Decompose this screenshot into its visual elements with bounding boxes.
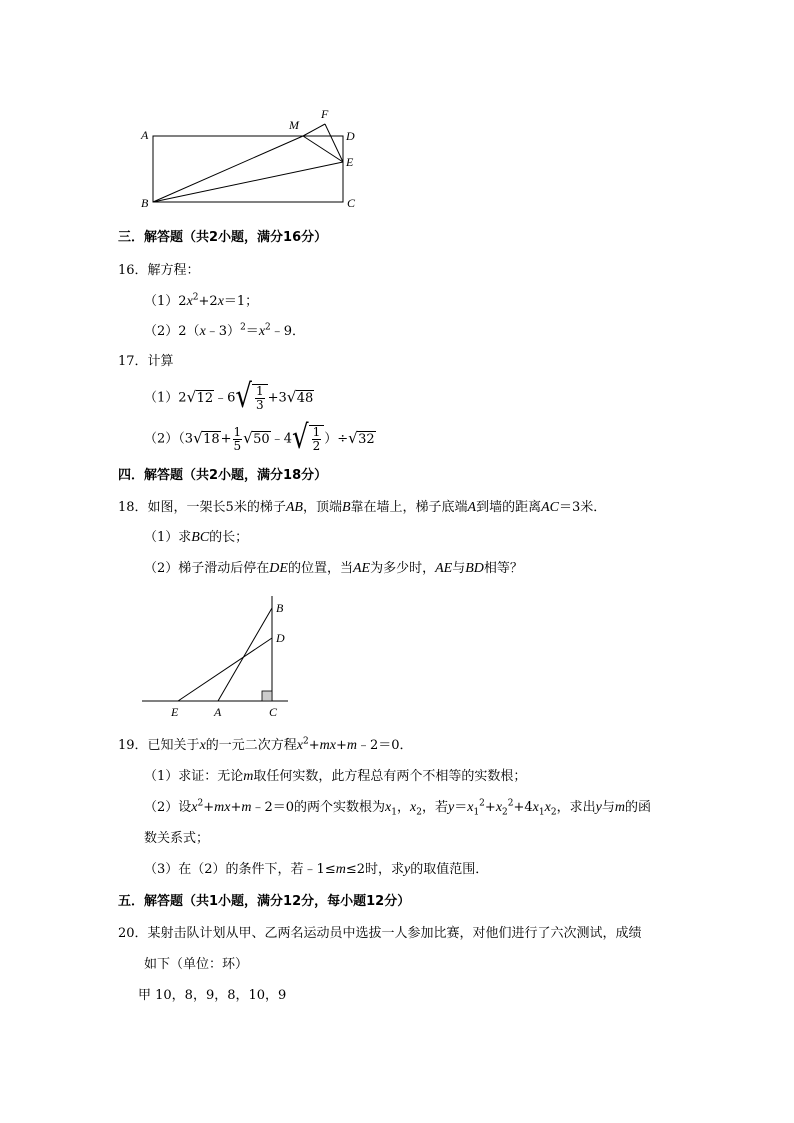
label-f: F — [321, 107, 329, 121]
q17-part-1: （1）2√ 12﹣6 √ $\frac{1}{3}$ +3√ 48 — [144, 384, 314, 412]
q19-part-2: （2）设$x^2+mx+m﹣2=0$的两个实数根为$x_1$，$x_2$，若$y=x_1^2+x_2^2+4x_1x_2$，求出y与m的函 — [144, 798, 651, 818]
question-16 — [118, 262, 200, 280]
section-4-heading: 四．解答题（共2小题，满分18分） — [118, 468, 328, 483]
q19-part-2-cont: 数关系式； — [144, 831, 210, 846]
q20-row-jia: 甲 10，8，9，8，10，9 — [138, 988, 287, 1003]
segment-be — [153, 162, 343, 202]
section-3-heading: 三．解答题（共2小题，满分16分） — [118, 230, 328, 245]
label-b: B — [276, 601, 284, 615]
label-a: A — [141, 128, 149, 142]
section-5-heading: 五．解答题（共1小题，满分12分，每小题12分） — [118, 894, 411, 909]
question-title: 解方程： — [147, 263, 200, 278]
label-d: D — [276, 631, 285, 645]
question-19: 19．已知关于x的一元二次方程$x^2+mx+m﹣2=0$． — [118, 736, 413, 753]
question-18: 18．如图，一架长5米的梯子AB，顶端B靠在墙上，梯子底端A到墙的距离AC＝3米． — [118, 500, 607, 515]
label-e: E — [171, 705, 179, 719]
ladder-ab — [218, 608, 272, 701]
question-20: 20．某射击队计划从甲、乙两名运动员中选拔一人参加比赛，对他们进行了六次测试，成绩 — [118, 926, 642, 941]
ladder-de — [178, 638, 272, 701]
figure-rectangle-fold — [135, 102, 365, 214]
q18-part-1: （1）求BC的长； — [144, 530, 249, 545]
q20-text-cont: 如下（单位：环） — [144, 957, 249, 972]
q19-part-3: （3）在（2）的条件下，若﹣1≤m≤2时，求y的取值范围． — [144, 862, 489, 877]
q19-part-1: （1）求证：无论m取任何实数，此方程总有两个不相等的实数根； — [144, 769, 527, 784]
figure-ladder — [138, 592, 298, 720]
q17-part-2: （2）（3√ 18+ $\frac{1}{5}$ √ 50﹣4 √ $\frac{1}{2}$ ）÷√ 32 — [144, 425, 376, 453]
label-c: C — [347, 196, 356, 210]
segment-bm — [153, 136, 303, 202]
question-17: 17．计算 — [118, 354, 174, 369]
question-number: 16． — [118, 263, 148, 278]
q16-part-1: $(1)2x^2+2x=1$； — [144, 292, 259, 309]
label-a: A — [214, 705, 222, 719]
q16-part-2: $(2)2(x﹣3)^2=x^2﹣9$． — [144, 322, 306, 339]
rectangle-abcd — [153, 136, 343, 202]
label-d: D — [346, 129, 355, 143]
label-m: M — [289, 118, 299, 132]
label-e: E — [346, 155, 354, 169]
right-angle-mark — [262, 691, 272, 701]
q18-part-2: （2）梯子滑动后停在DE的位置，当AE为多少时，AE与BD相等？ — [144, 561, 523, 576]
label-b: B — [141, 196, 149, 210]
label-c: C — [269, 705, 278, 719]
segment-mf — [303, 124, 325, 136]
